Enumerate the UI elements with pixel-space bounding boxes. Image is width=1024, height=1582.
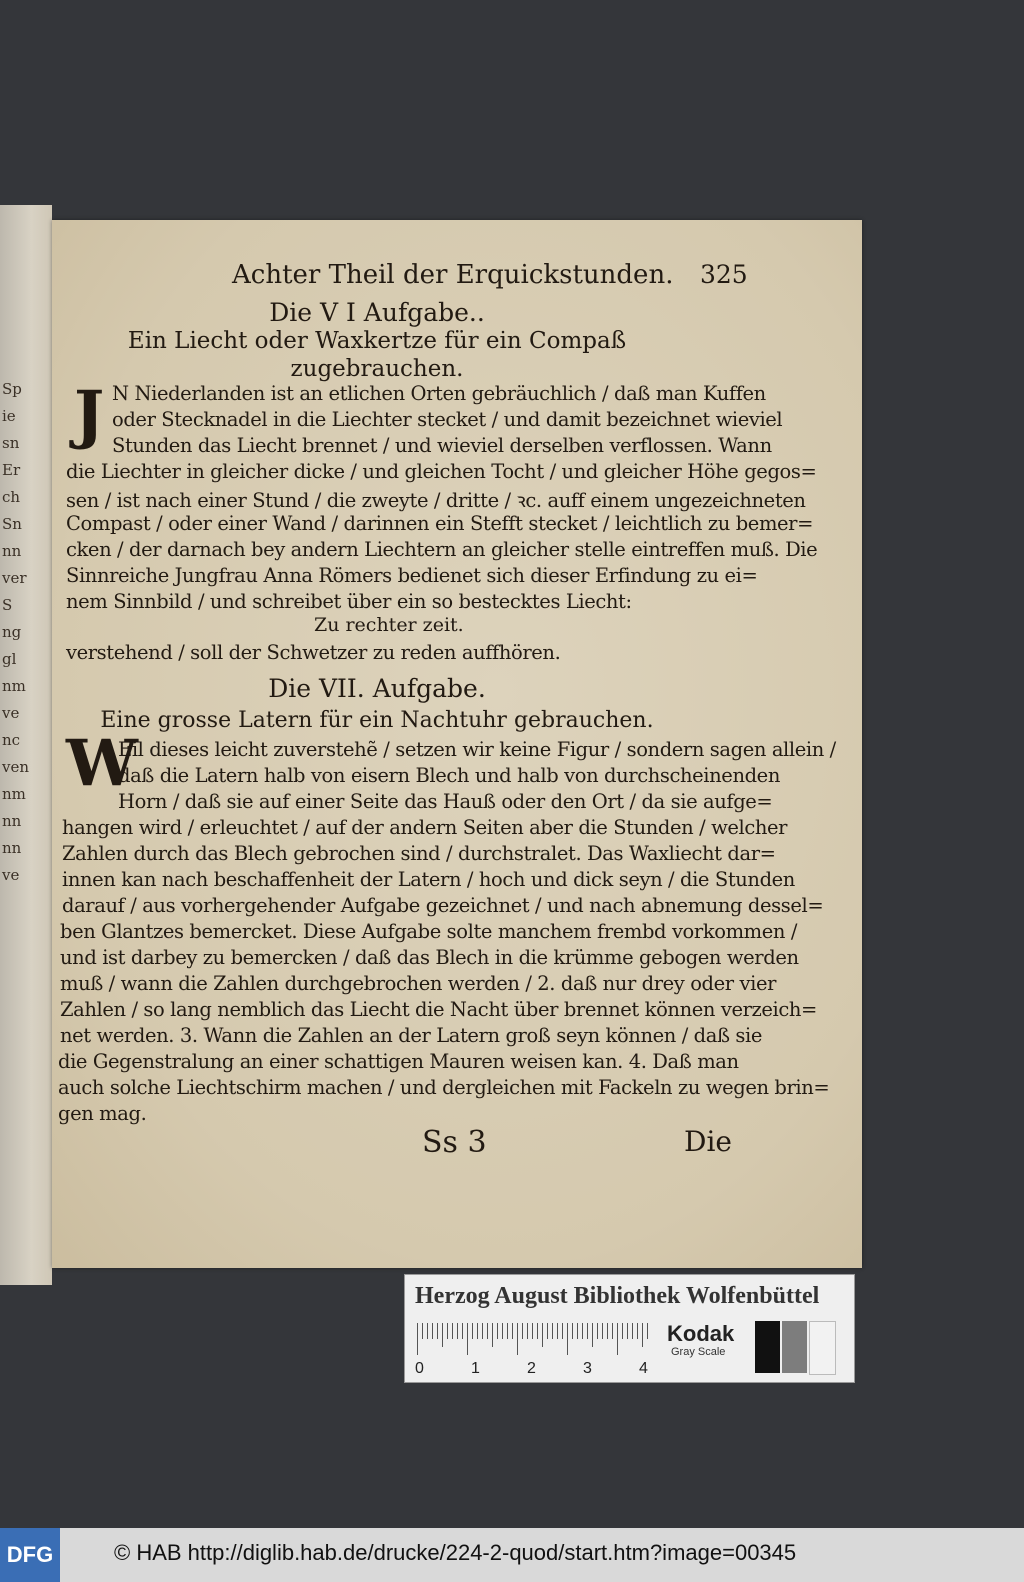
section7-line: Zahlen / so lang nemblich das Liecht die Nacht über brennet können verzeich= <box>60 998 817 1021</box>
ruler-tick <box>447 1323 448 1339</box>
ruler-tick <box>427 1323 428 1339</box>
ruler-tick <box>482 1323 483 1339</box>
section7-line: muß / wann die Zahlen durchgebrochen werden / 2. daß nur drey oder vier <box>60 972 777 995</box>
ruler-tick <box>512 1323 513 1339</box>
section7-line: auch solche Liechtschirm machen / und dergleichen mit Fackeln zu wegen brin= <box>58 1076 830 1099</box>
ruler-tick <box>582 1323 583 1339</box>
left-page-fragment: Sn <box>2 515 22 533</box>
section7-line: net werden. 3. Wann die Zahlen an der Latern groß seyn können / daß sie <box>60 1024 762 1047</box>
ruler-tick <box>462 1323 463 1339</box>
ruler-tick <box>627 1323 628 1339</box>
ruler-tick <box>587 1323 588 1339</box>
ruler-tick <box>487 1323 488 1339</box>
ruler-tick <box>642 1323 643 1347</box>
ruler-tick <box>497 1323 498 1339</box>
section6-line: nem Sinnbild / und schreibet über ein so bestecktes Liecht: <box>66 590 632 613</box>
section6-dropcap: J <box>74 377 105 452</box>
left-page-fragment: ve <box>2 704 20 722</box>
page-number: 325 <box>700 260 748 289</box>
ruler-tick <box>617 1323 618 1355</box>
ruler-tick <box>592 1323 593 1347</box>
ruler-tick <box>537 1323 538 1339</box>
section7-subtitle: Eine grosse Latern für ein Nachtuhr gebrauchen. <box>100 708 654 733</box>
left-page-fragment: nc <box>2 731 21 749</box>
section7-line: ben Glantzes bemercket. Diese Aufgabe solte manchem frembd vorkommen / <box>60 920 798 943</box>
ruler-number: 4 <box>639 1360 648 1377</box>
ruler-tick <box>602 1323 603 1339</box>
ruler-tick <box>527 1323 528 1339</box>
section6-line: die Liechter in gleicher dicke / und gleichen Tocht / und gleicher Höhe gegos= <box>66 460 817 483</box>
ruler-tick <box>467 1323 468 1355</box>
credit-link[interactable]: © HAB http://diglib.hab.de/drucke/224-2-quod/start.htm?image=00345 <box>114 1540 797 1565</box>
left-page-fragment: ven <box>2 758 30 776</box>
footer-bar <box>0 1528 1024 1582</box>
section7-line: daß die Latern halb von eisern Blech und halb von durchscheinenden <box>118 764 780 787</box>
left-page-fragment: ch <box>2 488 21 506</box>
signature-mark: Ss 3 <box>422 1125 487 1160</box>
catchword: Die <box>684 1125 732 1158</box>
ruler-number: 2 <box>527 1360 536 1377</box>
section6-subtitle-1: Ein Liecht oder Waxkertze für ein Compaß <box>127 328 627 354</box>
section7-line: innen kan nach beschaffenheit der Latern / hoch und dick seyn / die Stunden <box>62 868 795 891</box>
ruler-tick <box>542 1323 543 1347</box>
motto-follow: verstehend / soll der Schwetzer zu reden auffhören. <box>66 641 561 664</box>
section6-subtitle-2: zugebrauchen. <box>290 356 464 382</box>
library-name: Herzog August Bibliothek Wolfenbüttel <box>415 1283 820 1309</box>
ruler-tick <box>507 1323 508 1339</box>
section6-line: N Niederlanden ist an etlichen Orten gebräuchlich / daß man Kuffen <box>112 382 766 405</box>
ruler-tick <box>557 1323 558 1339</box>
ruler-tick <box>612 1323 613 1339</box>
ruler-tick <box>432 1323 433 1339</box>
ruler <box>417 1323 649 1355</box>
section6-line: sen / ist nach einer Stund / die zweyte / dritte / ꝛc. auff einem ungezeichneten <box>66 489 806 512</box>
ruler-tick <box>532 1323 533 1339</box>
ruler-tick <box>632 1323 633 1339</box>
section7-line: darauf / aus vorhergehender Aufgabe gezeichnet / und nach abnemung dessel= <box>62 894 824 917</box>
left-page-fragment: nm <box>2 785 26 803</box>
gray-patch-white <box>809 1321 836 1375</box>
section7-line: Horn / daß sie auf einer Seite das Hauß oder den Ort / da sie aufge= <box>118 790 773 813</box>
section7-dropcap: W <box>66 726 138 801</box>
left-page-edge <box>0 205 52 1285</box>
running-head: Achter Theil der Erquickstunden. <box>232 260 674 290</box>
ruler-tick <box>502 1323 503 1339</box>
ruler-tick <box>567 1323 568 1355</box>
ruler-number: 3 <box>583 1360 592 1377</box>
ruler-tick <box>442 1323 443 1347</box>
left-page-fragment: nm <box>2 677 26 695</box>
color-scale-card <box>404 1274 855 1383</box>
ruler-tick <box>647 1323 648 1339</box>
left-page-fragment: sn <box>2 434 20 452</box>
gray-scale-label: Gray Scale <box>671 1346 726 1358</box>
ruler-tick <box>547 1323 548 1339</box>
ruler-tick <box>477 1323 478 1339</box>
section7-line: Eil dieses leicht zuverstehẽ / setzen wir keine Figur / sondern sagen allein / <box>118 738 836 761</box>
ruler-tick <box>472 1323 473 1339</box>
left-page-fragment: ng <box>2 623 22 641</box>
section6-line: oder Stecknadel in die Liechter stecket / und damit bezeichnet wieviel <box>112 408 783 431</box>
left-page-fragment: nn <box>2 839 22 857</box>
motto: Zu rechter zeit. <box>314 614 464 636</box>
ruler-tick <box>522 1323 523 1339</box>
left-page-fragment: ve <box>2 866 20 884</box>
section7-line: Zahlen durch das Blech gebrochen sind / durchstralet. Das Waxliecht dar= <box>62 842 776 865</box>
left-page-fragment: nn <box>2 542 22 560</box>
ruler-tick <box>492 1323 493 1347</box>
ruler-tick <box>607 1323 608 1339</box>
section6-line: cken / der darnach bey andern Liechtern an gleicher stelle eintreffen muß. Die <box>66 538 818 561</box>
left-page-fragment: S <box>2 596 13 614</box>
left-page-fragment: nn <box>2 812 22 830</box>
section7-line: die Gegenstralung an einer schattigen Mauren weisen kan. 4. Daß man <box>58 1050 739 1073</box>
ruler-tick <box>422 1323 423 1339</box>
section6-line: Sinnreiche Jungfrau Anna Römers bedienet sich dieser Erfindung zu ei= <box>66 564 758 587</box>
ruler-tick <box>552 1323 553 1339</box>
section7-line: und ist darbey zu bemercken / daß das Blech in die krümme gebogen werden <box>60 946 799 969</box>
section6-line: Stunden das Liecht brennet / und wieviel derselben verflossen. Wann <box>112 434 772 457</box>
ruler-tick <box>417 1323 418 1355</box>
kodak-brand: Kodak <box>667 1321 735 1346</box>
gray-patch-black <box>755 1321 780 1373</box>
ruler-tick <box>637 1323 638 1339</box>
ruler-tick <box>562 1323 563 1339</box>
section6-line: Compast / oder einer Wand / darinnen ein Stefft stecket / leichtlich zu bemer= <box>66 512 814 535</box>
left-page-fragment: Er <box>2 461 21 479</box>
left-page-fragment: gl <box>2 650 17 668</box>
ruler-tick <box>517 1323 518 1355</box>
left-page-fragment: ie <box>2 407 16 425</box>
ruler-tick <box>577 1323 578 1339</box>
section7-title: Die VII. Aufgabe. <box>268 674 486 703</box>
ruler-tick <box>597 1323 598 1339</box>
left-page-fragment: Sp <box>2 380 22 398</box>
ruler-tick <box>457 1323 458 1339</box>
section6-title: Die V I Aufgabe.. <box>269 298 485 327</box>
section7-line: gen mag. <box>58 1102 147 1125</box>
ruler-tick <box>572 1323 573 1339</box>
section7-line: hangen wird / erleuchtet / auf der andern Seiten aber die Stunden / welcher <box>62 816 788 839</box>
gray-patch-mid <box>782 1321 807 1373</box>
dfg-logo[interactable]: DFG <box>0 1528 60 1582</box>
ruler-tick <box>622 1323 623 1339</box>
ruler-number: 1 <box>471 1360 480 1377</box>
ruler-tick <box>437 1323 438 1339</box>
ruler-tick <box>452 1323 453 1339</box>
ruler-number: 0 <box>415 1360 424 1377</box>
left-page-fragment: ver <box>2 569 27 587</box>
book-page <box>52 220 862 1268</box>
